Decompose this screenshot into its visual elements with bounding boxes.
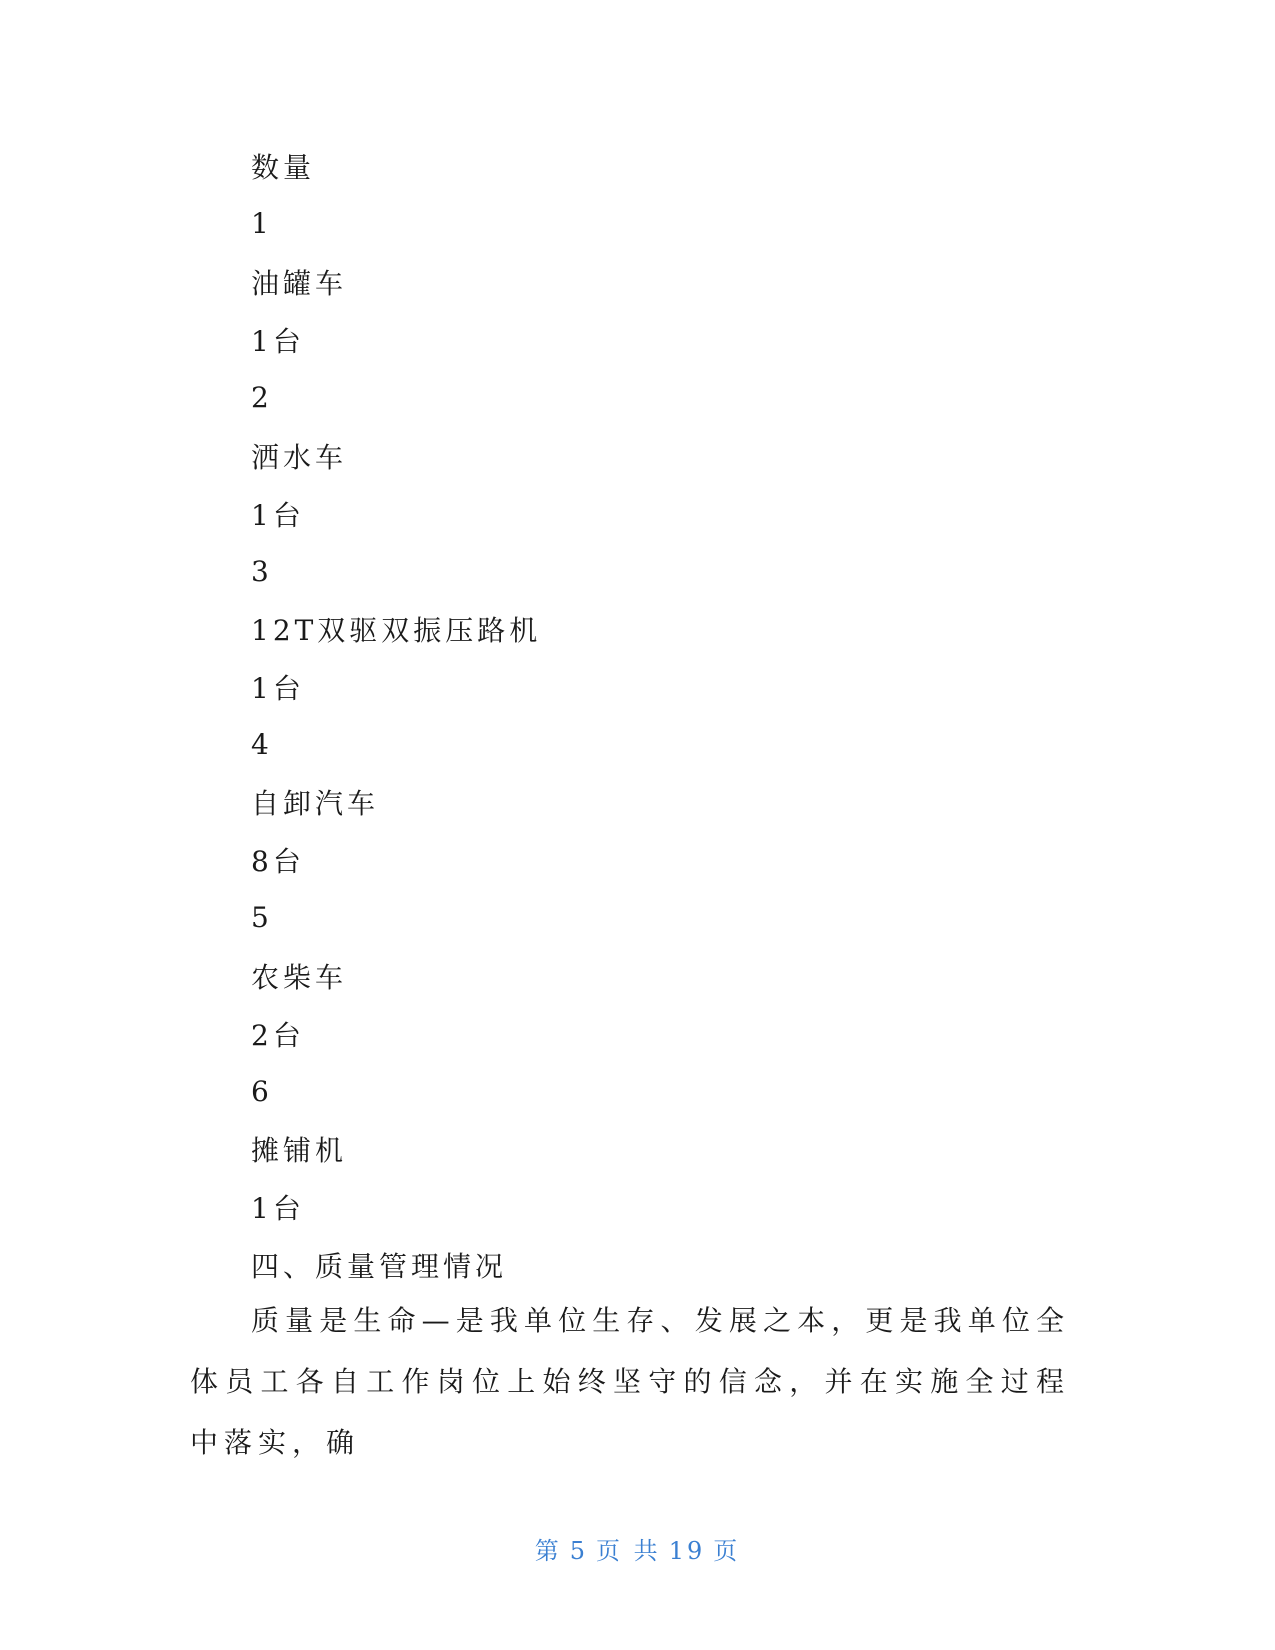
footer-total: 19	[668, 1537, 706, 1565]
text-line: 6	[251, 1075, 273, 1108]
footer-middle: 页 共	[596, 1537, 661, 1565]
text-line: 4	[251, 728, 273, 761]
footer-suffix: 页	[713, 1537, 741, 1565]
page-number-footer	[0, 1536, 1275, 1566]
text-line: 摊铺机	[251, 1134, 348, 1167]
text-line: 1台	[251, 325, 305, 358]
text-line: 3	[251, 555, 273, 588]
text-line: 8台	[251, 845, 305, 878]
text-line: 数量	[251, 151, 316, 184]
text-line: 1台	[251, 499, 305, 532]
text-line: 2台	[251, 1019, 305, 1052]
footer-prefix: 第	[534, 1537, 562, 1565]
text-line: 洒水车	[251, 441, 348, 474]
text-line: 自卸汽车	[251, 787, 380, 820]
section-heading: 四、质量管理情况	[251, 1250, 508, 1283]
footer-page: 5	[569, 1537, 589, 1565]
text-line: 2	[251, 381, 273, 414]
text-line: 5	[251, 901, 273, 934]
text-line: 1	[251, 207, 273, 240]
body-paragraph: 质量是生命—是我单位生存、发展之本，更是我单位全体员工各自工作岗位上始终坚守的信念，并在实施全过程中落实，确	[190, 1304, 1070, 1459]
text-line: 12T双驱双振压路机	[251, 614, 542, 647]
text-line: 油罐车	[251, 267, 348, 300]
text-line: 1台	[251, 672, 305, 705]
text-line: 1台	[251, 1192, 305, 1225]
text-line: 农柴车	[251, 961, 348, 994]
